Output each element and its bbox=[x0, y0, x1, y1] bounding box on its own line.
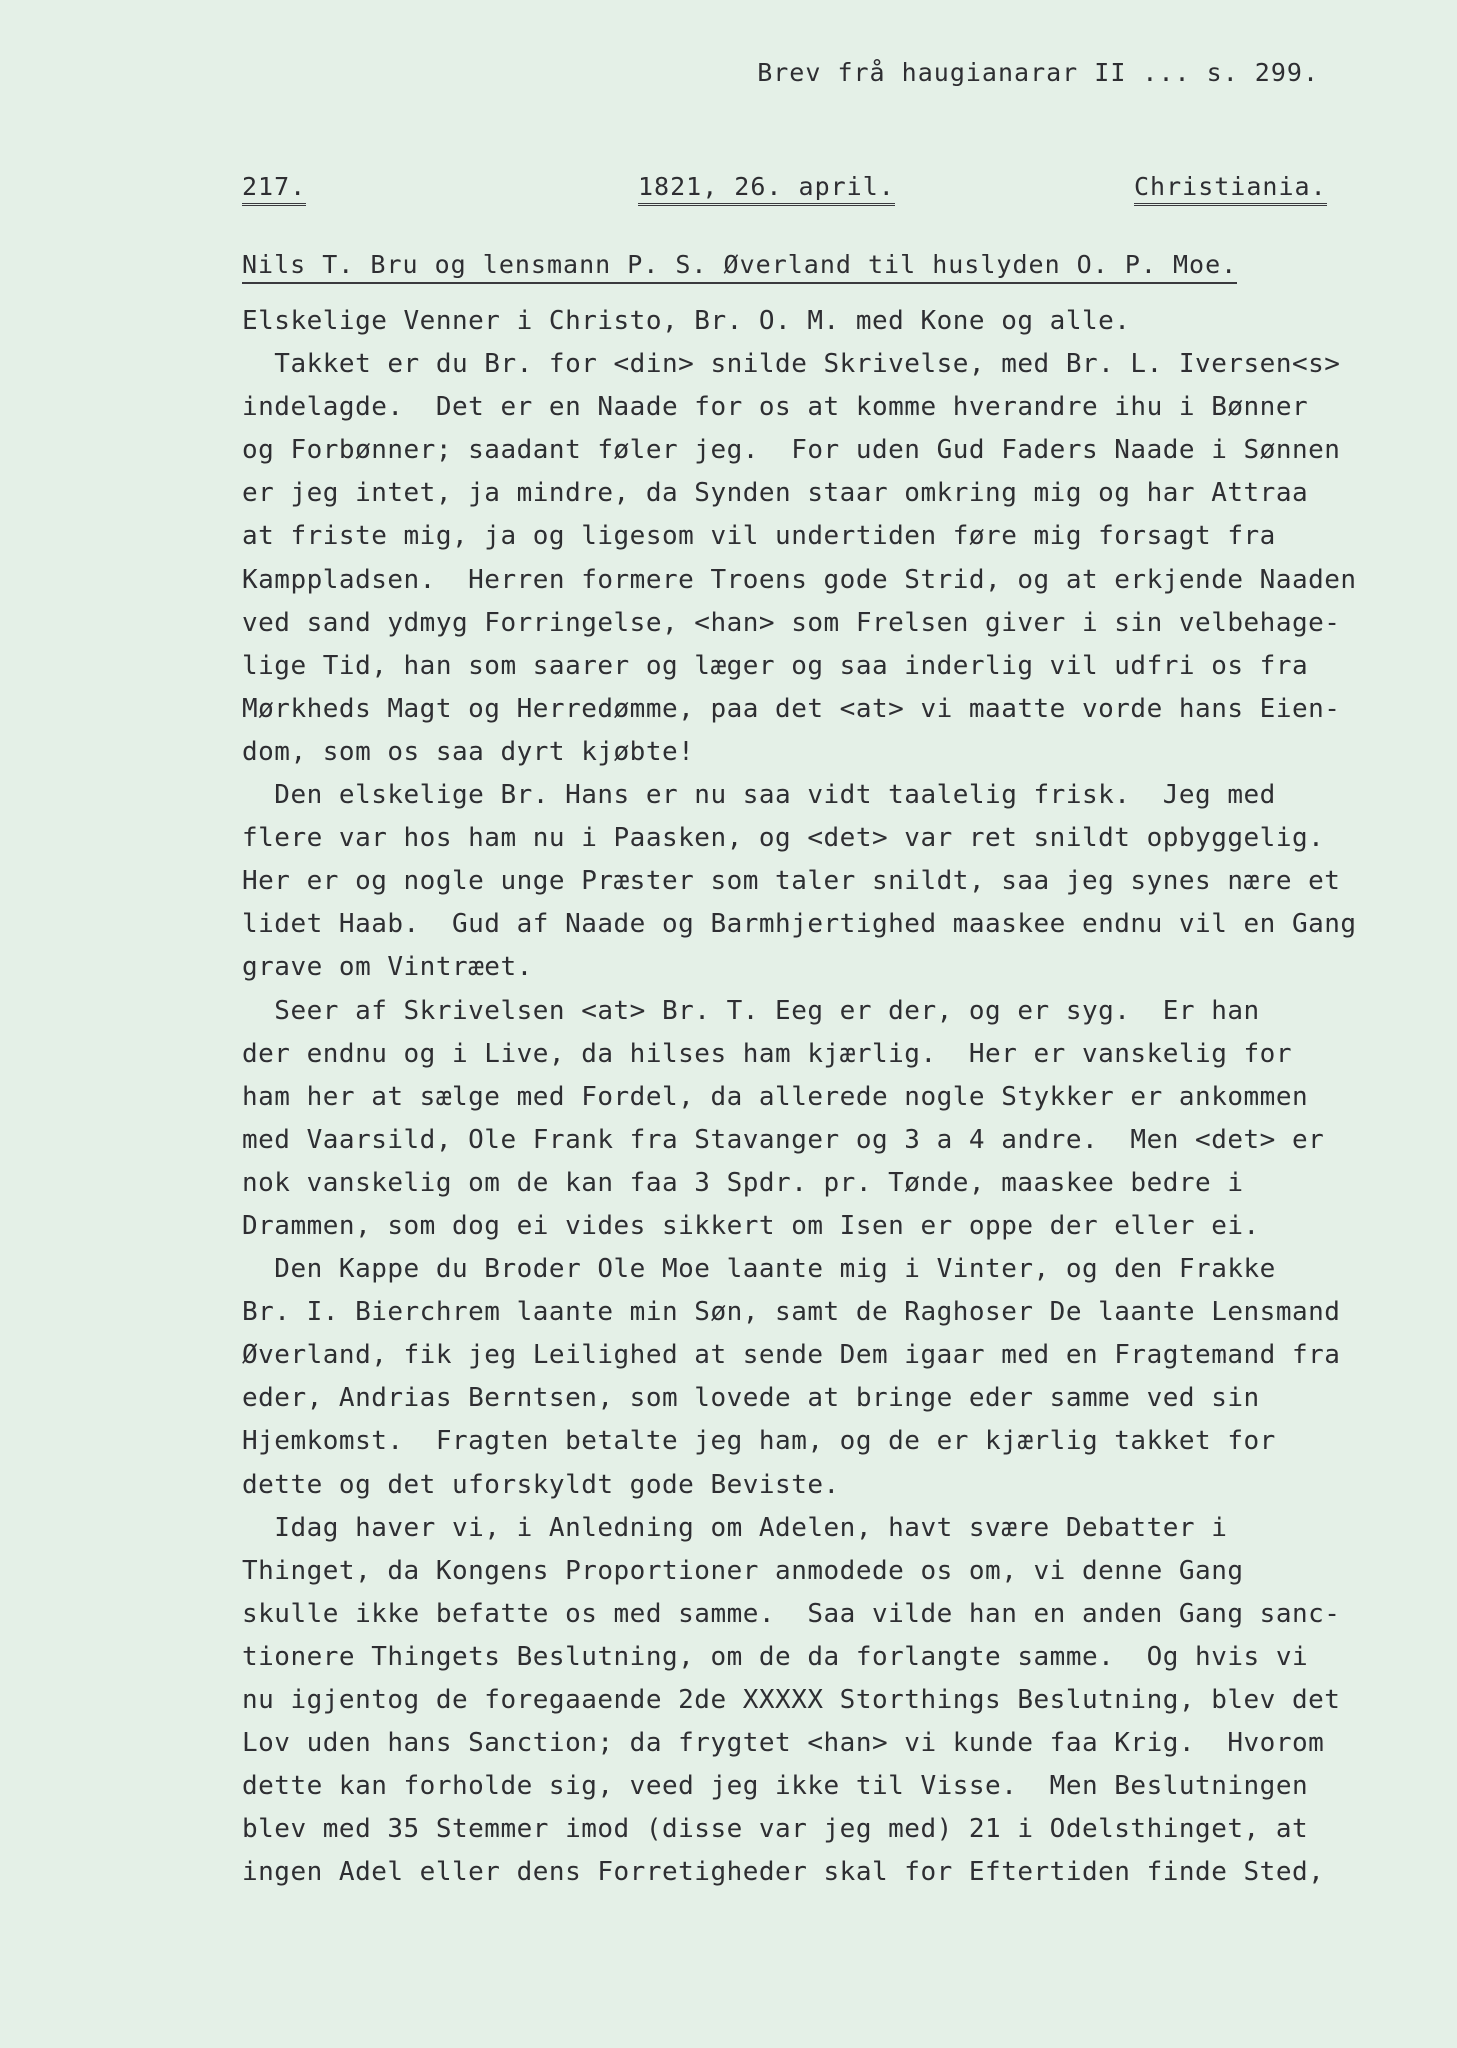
text-line: eder, Andrias Berntsen, som lovede at bringe eder samme ved sin bbox=[242, 1383, 1260, 1414]
text-line: Mørkheds Magt og Herredømme, paa det <at> vi maatte vorde hans Eien- bbox=[242, 693, 1341, 724]
text-line: tionere Thingets Beslutning, om de da forlangte samme. Og hvis vi bbox=[242, 1641, 1309, 1672]
letter-place: Christiania. bbox=[1134, 172, 1327, 206]
letter-body bbox=[242, 300, 1442, 1894]
text-line: dom, som os saa dyrt kjøbte! bbox=[242, 736, 695, 767]
text-line: Br. I. Bierchrem laante min Søn, samt de Raghoser De laante Lensmand bbox=[242, 1297, 1341, 1328]
text-line: Den elskelige Br. Hans er nu saa vidt taalelig frisk. Jeg med bbox=[242, 780, 1276, 811]
text-line: ham her at sælge med Fordel, da allerede nogle Stykker er ankommen bbox=[242, 1081, 1309, 1112]
text-line: flere var hos ham nu i Paasken, og <det> var ret snildt opbyggelig. bbox=[242, 823, 1325, 854]
text-line: lige Tid, han som saarer og læger og saa inderlig vil udfri os fra bbox=[242, 650, 1309, 681]
text-line: Drammen, som dog ei vides sikkert om Isen er oppe der eller ei. bbox=[242, 1210, 1260, 1241]
letter-date: 1821, 26. april. bbox=[638, 172, 895, 206]
text-line: Elskelige Venner i Christo, Br. O. M. med Kone og alle. bbox=[242, 306, 1131, 336]
letter-subtitle: Nils T. Bru og lensmann P. S. Øverland til huslyden O. P. Moe. bbox=[242, 250, 1237, 284]
text-line: der endnu og i Live, da hilses ham kjærlig. Her er vanskelig for bbox=[242, 1038, 1292, 1069]
text-line: grave om Vintræet. bbox=[242, 952, 533, 983]
text-line: dette kan forholde sig, veed jeg ikke til Visse. Men Beslutningen bbox=[242, 1771, 1309, 1802]
text-line: Øverland, fik jeg Leilighed at sende Dem igaar med en Fragtemand fra bbox=[242, 1340, 1341, 1371]
text-line: Thinget, da Kongens Proportioner anmodede os om, vi denne Gang bbox=[242, 1555, 1244, 1586]
text-line: nok vanskelig om de kan faa 3 Spdr. pr. Tønde, maaskee bedre i bbox=[242, 1167, 1244, 1198]
text-line: Her er og nogle unge Præster som taler snildt, saa jeg synes nære et bbox=[242, 866, 1341, 897]
text-line: lidet Haab. Gud af Naade og Barmhjertighed maaskee endnu vil en Gang bbox=[242, 909, 1357, 940]
text-line: Lov uden hans Sanction; da frygtet <han> vi kunde faa Krig. Hvorom bbox=[242, 1728, 1325, 1759]
text-line: Den Kappe du Broder Ole Moe laante mig i Vinter, og den Frakke bbox=[242, 1254, 1276, 1285]
text-line: Kamppladsen. Herren formere Troens gode Strid, og at erkjende Naaden bbox=[242, 564, 1357, 595]
text-line: med Vaarsild, Ole Frank fra Stavanger og 3 a 4 andre. Men <det> er bbox=[242, 1124, 1325, 1155]
text-line: blev med 35 Stemmer imod (disse var jeg med) 21 i Odelsthinget, at bbox=[242, 1814, 1309, 1845]
text-line: ved sand ydmyg Forringelse, <han> som Frelsen giver i sin velbehage- bbox=[242, 607, 1341, 638]
text-line: Takket er du Br. for <din> snilde Skrivelse, med Br. L. Iversen<s> bbox=[242, 349, 1341, 380]
text-line: er jeg intet, ja mindre, da Synden staar omkring mig og har Attraa bbox=[242, 478, 1309, 509]
letter-number: 217. bbox=[242, 172, 306, 206]
text-line: dette og det uforskyldt gode Beviste. bbox=[242, 1469, 840, 1500]
text-line: nu igjentog de foregaaende 2de XXXXX Storthings Beslutning, blev det bbox=[242, 1685, 1341, 1715]
text-line: og Forbønner; saadant føler jeg. For uden Gud Faders Naade i Sønnen bbox=[242, 435, 1341, 466]
text-line: Idag haver vi, i Anledning om Adelen, havt svære Debatter i bbox=[242, 1512, 1228, 1543]
text-line: indelagde. Det er en Naade for os at komme hverandre ihu i Bønner bbox=[242, 392, 1309, 423]
text-line: Hjemkomst. Fragten betalte jeg ham, og de er kjærlig takket for bbox=[242, 1426, 1276, 1457]
text-line: skulle ikke befatte os med samme. Saa vilde han en anden Gang sanc- bbox=[242, 1598, 1341, 1629]
source-reference: Brev frå haugianarar II ... s. 299. bbox=[757, 58, 1319, 87]
text-line: ingen Adel eller dens Forretigheder skal for Eftertiden finde Sted, bbox=[242, 1857, 1325, 1888]
text-line: at friste mig, ja og ligesom vil undertiden føre mig forsagt fra bbox=[242, 521, 1276, 552]
text-line: Seer af Skrivelsen <at> Br. T. Eeg er der, og er syg. Er han bbox=[242, 995, 1260, 1026]
